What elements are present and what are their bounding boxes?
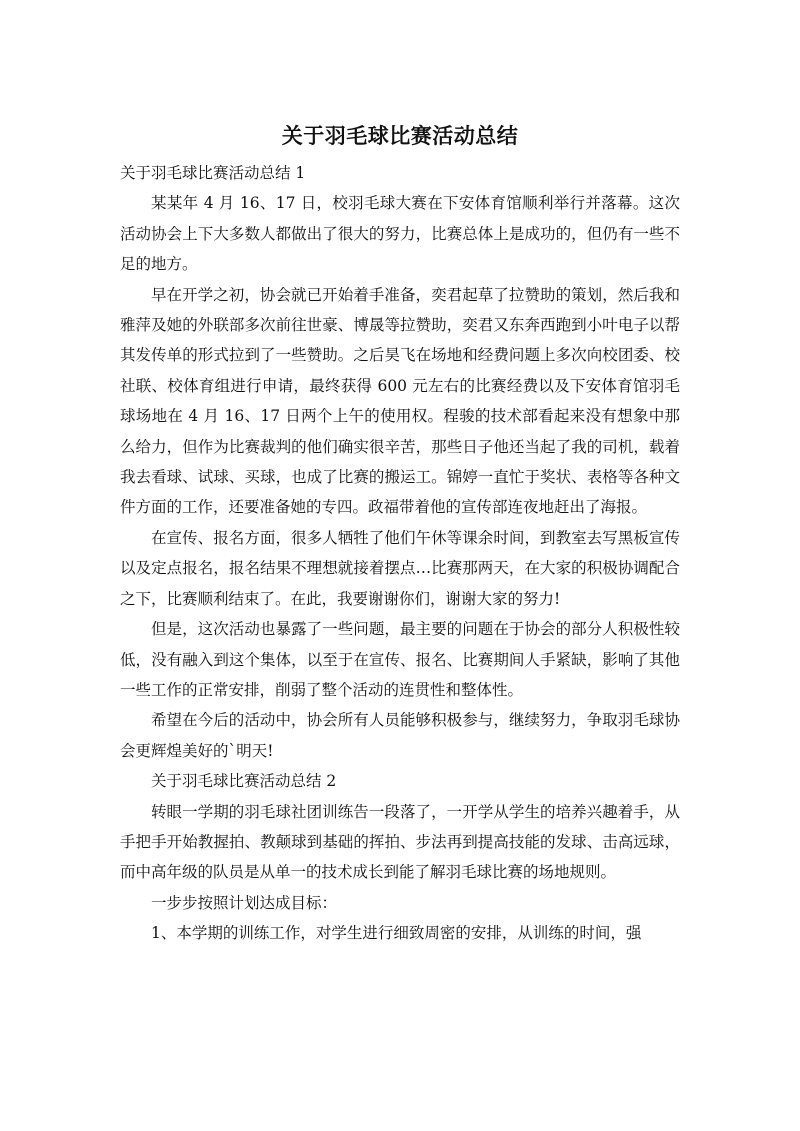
paragraph: 某某年 4 月 16、17 日，校羽毛球大赛在下安体育馆顺利举行并落幕。这次活动协会上下大多数人都做出了很大的努力，比赛总体上是成功的，但仍有一些不足的地方。 xyxy=(120,194,680,274)
document-title: 关于羽毛球比赛活动总结 xyxy=(281,124,519,148)
document-body xyxy=(120,158,680,949)
paragraph: 早在开学之初，协会就已开始着手准备，奕君起草了拉赞助的策划，然后我和雅萍及她的外联部多次前往世豪、博晟等拉赞助，奕君又东奔西跑到小叶电子以帮其发传单的形式拉到了一些赞助。之后昊飞在场地和经费问题上多次向校团委、校社联、校体育组进行申请，最终获得 600 元左右的比赛经费以及下安体育馆羽毛球场地在 4 月 16、17 日两个上午的使用权。程骏的技术部看起来没有想象中那么给力，但作为比赛裁判的他们确实很辛苦，那些日子他还当起了我的司机，载着我去看球、试球、买球，也成了比赛的搬运工。锦婷一直忙于奖状、表格等各种文件方面的工作，还要准备她的专四。政福带着他的宣传部连夜地赶出了海报。 xyxy=(120,285,680,517)
section-heading-1: 关于羽毛球比赛活动总结 1 xyxy=(120,164,306,182)
paragraph: 转眼一学期的羽毛球社团训练告一段落了，一开学从学生的培养兴趣着手，从手把手开始教握拍、教颠球到基础的挥拍、步法再到提高技能的发球、击高远球，而中高年级的队员是从单一的技术成长到能了解羽毛球比赛的场地规则。 xyxy=(120,802,680,882)
section-heading-2: 关于羽毛球比赛活动总结 2 xyxy=(151,772,337,791)
paragraph: 一步步按照计划达成目标： xyxy=(151,893,338,912)
paragraph: 但是，这次活动也暴露了一些问题，最主要的问题在于协会的部分人积极性较低，没有融入到这个集体，以至于在宣传、报名、比赛期间人手紧缺，影响了其他一些工作的正常安排，削弱了整个活动的连贯性和整体性。 xyxy=(120,620,680,699)
paragraph: 在宣传、报名方面，很多人牺牲了他们午休等课余时间，到教室去写黑板宣传以及定点报名，报名结果不理想就接着摆点…比赛那两天，在大家的积极协调配合之下，比赛顺利结束了。在此，我要谢谢你们，谢谢大家的努力! xyxy=(120,528,680,608)
paragraph: 希望在今后的活动中，协会所有人员能够积极参与，继续努力，争取羽毛球协会更辉煌美好的`明天! xyxy=(120,711,680,760)
paragraph: 1、本学期的训练工作，对学生进行细致周密的安排，从训练的时间，强 xyxy=(151,924,642,943)
